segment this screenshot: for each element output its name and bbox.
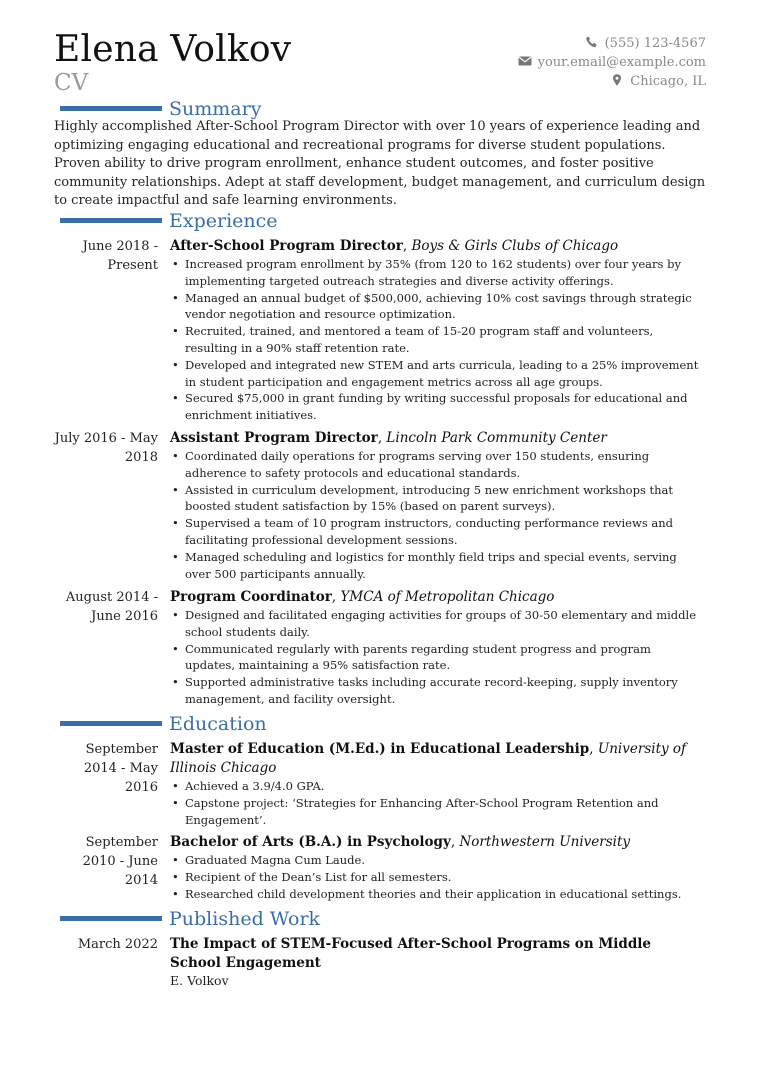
summary-title: Summary [169,98,262,120]
phone-row [518,34,706,53]
list-item: • Recipient of the Dean’s List for all semesters. [170,869,700,886]
job-title: Program Coordinator [170,589,332,605]
entry-date: June 2018 - Present [82,239,158,273]
list-item: • Researched child development theories and their application in educational settings. [170,886,700,903]
section-accent-bar [60,721,162,726]
degree: Master of Education (M.Ed.) in Educational Leadership [170,741,590,757]
envelope-icon [518,55,532,67]
published-title: Published Work [169,908,321,930]
list-item: • Supported administrative tasks including accurate record-keeping, supply inventory management, and facility oversight. [170,674,700,708]
email-link[interactable]: your.email@example.com [537,55,706,70]
contact-info [518,34,706,91]
map-pin-icon [610,74,624,86]
job-title: After-School Program Director [170,238,403,254]
candidate-name: Elena Volkov [54,29,292,70]
summary-section-header [0,98,760,120]
entry-date: September 2010 - June 2014 [82,835,158,888]
experience-title: Experience [169,210,278,232]
section-accent-bar [60,106,162,111]
phone-icon [585,36,599,48]
entry-content [170,237,700,424]
organization: YMCA of Metropolitan Chicago [340,589,555,605]
list-item: • Graduated Magna Cum Laude. [170,852,700,869]
education-title: Education [169,713,267,735]
list-item: • Managed scheduling and logistics for monthly field trips and special events, serving over 500 participants annually. [170,549,700,583]
publication-title-text: The Impact of STEM-Focused After-School Programs on Middle School Engagement [170,936,651,971]
bullet-list [170,448,700,582]
entry-heading: Master of Education (M.Ed.) in Educational Leadership, University of Illinois Chicago [170,741,687,776]
section-accent-bar [60,218,162,223]
organization: Lincoln Park Community Center [386,430,607,446]
entry-date: July 2016 - May 2018 [54,431,158,465]
entry-heading: Program Coordinator, YMCA of Metropolitan Chicago [170,589,555,605]
list-item: • Recruited, trained, and mentored a team of 15-20 program staff and volunteers, resulting in a 90% staff retention rate. [170,323,700,357]
institution: University of Illinois Chicago [170,741,687,776]
institution: Northwestern University [459,834,631,850]
location-row [518,72,706,91]
publication-author: E. Volkov [170,973,229,988]
bullet-list [170,852,700,902]
publication-title [170,935,700,973]
entry-date: March 2022 [77,937,158,952]
entry-content [170,935,700,989]
degree: Bachelor of Arts (B.A.) in Psychology [170,834,451,850]
section-accent-bar [60,916,162,921]
entry-heading: After-School Program Director, Boys & Girls Clubs of Chicago [170,238,619,254]
phone-number: (555) 123-4567 [604,36,706,51]
list-item: • Managed an annual budget of $500,000, achieving 10% cost savings through strategic vendor negotiation and resource optimization. [170,290,700,324]
education-section-header [0,713,760,735]
entry-content [170,429,700,582]
entry-content [170,740,700,828]
list-item: • Secured $75,000 in grant funding by writing successful proposals for educational and enrichment initiatives. [170,390,700,424]
bullet-list [170,256,700,424]
experience-section-header [0,210,760,232]
entry-content [170,588,700,708]
published-section-header [0,908,760,930]
entry-date: September 2014 - May 2016 [83,742,158,795]
list-item: • Developed and integrated new STEM and arts curricula, leading to a 25% improvement in student participation and engagement metrics across all age groups. [170,357,700,391]
summary-text: Highly accomplished After-School Program Director with over 10 years of experience leading and optimizing engaging educational and recreational programs for diverse student populations. Proven ability to drive program enrollment, enhance student outcomes, and foster positive community relationships. Adept at staff development, budget management, and curriculum design to create impactful and safe learning environments. [54,119,706,208]
document-subtitle: CV [54,70,89,96]
bullet-list [170,607,700,708]
list-item: • Coordinated daily operations for programs serving over 150 students, ensuring adherence to safety protocols and educational standards. [170,448,700,482]
list-item: • Communicated regularly with parents regarding student progress and program updates, maintaining a 95% satisfaction rate. [170,641,700,675]
list-item: • Designed and facilitated engaging activities for groups of 30-50 elementary and middle school students daily. [170,607,700,641]
list-item: • Assisted in curriculum development, introducing 5 new enrichment workshops that boosted student satisfaction by 15% (based on parent surveys). [170,482,700,516]
entry-heading: Assistant Program Director, Lincoln Park Community Center [170,430,607,446]
list-item: • Supervised a team of 10 program instructors, conducting performance reviews and facilitating professional development sessions. [170,515,700,549]
entry-content [170,833,700,902]
location-text: Chicago, IL [630,74,706,89]
bullet-list [170,778,700,828]
job-title: Assistant Program Director [170,430,378,446]
email-row [518,53,706,72]
entry-heading: Bachelor of Arts (B.A.) in Psychology, Northwestern University [170,834,631,850]
organization: Boys & Girls Clubs of Chicago [411,238,619,254]
list-item: • Capstone project: ‘Strategies for Enhancing After-School Program Retention and Engagement’. [170,795,700,829]
list-item: • Achieved a 3.9/4.0 GPA. [170,778,700,795]
list-item: • Increased program enrollment by 35% (from 120 to 162 students) over four years by implementing targeted outreach strategies and diverse activity offerings. [170,256,700,290]
entry-date: August 2014 - June 2016 [65,590,158,624]
